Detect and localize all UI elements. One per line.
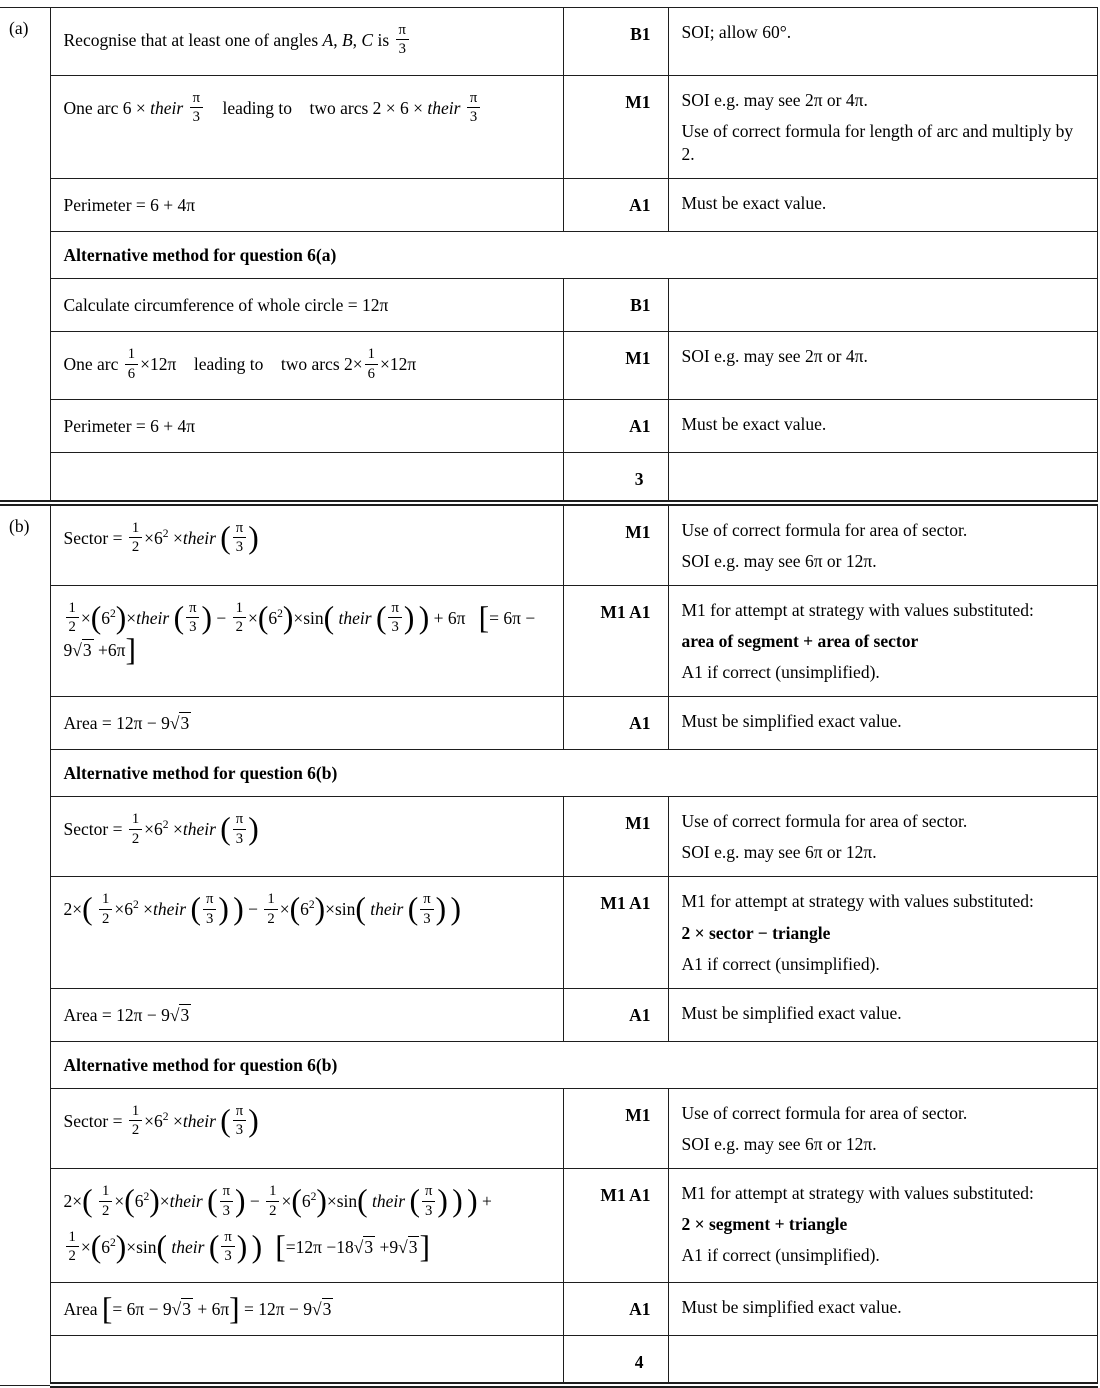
alternative-method-header: Alternative method for question 6(b) — [50, 750, 1097, 797]
table-row — [0, 1088, 1097, 1168]
part-label: (b) — [0, 503, 50, 1386]
marks-cell: B1 — [563, 279, 668, 332]
marks-cell: M1 — [563, 797, 668, 877]
empty-answer-cell — [50, 1335, 563, 1385]
guidance-cell: SOI e.g. may see 2π or 4π. Use of correct formula for length of arc and multiply by 2. — [668, 75, 1097, 178]
answer-cell: Area = 12π − 9√3 — [50, 988, 563, 1041]
marks-cell: M1 — [563, 503, 668, 586]
table-row — [0, 988, 1097, 1041]
fraction: $\frac{\pi}{3}$ — [233, 520, 246, 556]
table-row — [0, 453, 1097, 503]
table-row — [0, 1169, 1097, 1283]
answer-cell: Sector = $\frac{1}{2}$ $\times 6^2$ ×their ( $\frac{\pi}{3}$ ) — [50, 503, 563, 586]
answer-cell: Sector = $\frac{1}{2}$ $\times 6^2$ ×their ( $\frac{\pi}{3}$ ) — [50, 1088, 563, 1168]
answer-cell: 2×( $\frac{1}{2}$ $\times(6^2)\times their$ ( $\frac{\pi}{3}$ ) − $\frac{1}{2}$ $\times(6^2)\times\sin$( their ( $\frac{\pi}{3}$ ) ) ) + $\frac{1}{2}$ $\times(6^2)\times\sin$( their ( $\frac{\pi}{3}$ ) ) [=12π −18√3 +9√3] — [50, 1169, 563, 1283]
answer-cell: Calculate circumference of whole circle = 12π — [50, 279, 563, 332]
mark-scheme-body — [0, 8, 1097, 1386]
fraction: $\frac{\pi}{3}$ — [233, 1103, 246, 1139]
guidance-cell: Must be exact value. — [668, 400, 1097, 453]
answer-cell: Perimeter = 6 + 4π — [50, 179, 563, 232]
radical: √3 — [169, 1004, 190, 1025]
fraction: $\frac{1}{6}$ — [365, 346, 378, 382]
answer-cell: Area [= 6π − 9√3 + 6π] = 12π − 9√3 — [50, 1282, 563, 1335]
fraction: $\frac{1}{2}$ — [129, 811, 142, 847]
radical: √3 — [72, 639, 92, 660]
guidance-cell: Must be simplified exact value. — [668, 697, 1097, 750]
answer-cell: Sector = $\frac{1}{2}$ $\times 6^2$ ×their ( $\frac{\pi}{3}$ ) — [50, 797, 563, 877]
answer-cell: Recognise that at least one of angles A, B, C is $\frac{\pi}{3}$ — [50, 8, 563, 76]
fraction: $\frac{1}{2}$ — [66, 600, 79, 636]
table-row — [0, 750, 1097, 797]
fraction: $\frac{\pi}{3}$ — [422, 1183, 435, 1219]
mark-scheme-table — [0, 7, 1098, 1388]
radical: √3 — [312, 1298, 332, 1319]
section-total-marks: 3 — [563, 453, 668, 503]
marks-cell: A1 — [563, 1282, 668, 1335]
radical: √3 — [398, 1236, 418, 1257]
marks-cell: M1 — [563, 75, 668, 178]
guidance-cell: Must be exact value. — [668, 179, 1097, 232]
guidance-cell: Use of correct formula for area of sector. SOI e.g. may see 6π or 12π. — [668, 797, 1097, 877]
table-row — [0, 232, 1097, 279]
fraction: $\frac{\pi}{3}$ — [233, 811, 246, 847]
fraction: $\frac{\pi}{3}$ — [220, 1183, 233, 1219]
marks-cell: M1 A1 — [563, 1169, 668, 1283]
alternative-method-header: Alternative method for question 6(b) — [50, 1041, 1097, 1088]
empty-guidance-cell — [668, 453, 1097, 503]
table-row — [0, 332, 1097, 400]
fraction: $\frac{1}{6}$ — [125, 346, 138, 382]
table-row — [0, 75, 1097, 178]
table-row — [0, 8, 1097, 76]
marks-cell: M1 — [563, 1088, 668, 1168]
marks-cell: M1 A1 — [563, 585, 668, 696]
marks-cell: B1 — [563, 8, 668, 76]
fraction: $\frac{\pi}{3}$ — [203, 891, 216, 927]
table-row — [0, 1041, 1097, 1088]
fraction: $\frac{\pi}{3}$ — [388, 600, 401, 636]
marks-cell: A1 — [563, 697, 668, 750]
table-row — [0, 503, 1097, 586]
fraction: $\frac{\pi}{3}$ — [186, 600, 199, 636]
guidance-cell: M1 for attempt at strategy with values substituted: 2 × sector − triangle A1 if correct (unsimplified). — [668, 877, 1097, 988]
fraction: $\frac{1}{2}$ — [129, 1103, 142, 1139]
answer-cell: One arc $\frac{1}{6}$ ×12π leading to two arcs 2× $\frac{1}{6}$ ×12π — [50, 332, 563, 400]
empty-answer-cell — [50, 453, 563, 503]
part-label: (a) — [0, 8, 50, 503]
marks-cell: M1 A1 — [563, 877, 668, 988]
answer-cell: Area = 12π − 9√3 — [50, 697, 563, 750]
guidance-cell: Must be simplified exact value. — [668, 988, 1097, 1041]
fraction: $\frac{1}{2}$ — [99, 1183, 112, 1219]
radical: √3 — [353, 1236, 374, 1257]
alternative-method-header: Alternative method for question 6(a) — [50, 232, 1097, 279]
answer-cell: 2×( $\frac{1}{2}$ $\times 6^2$ ×their ( $\frac{\pi}{3}$ ) ) − $\frac{1}{2}$ $\times(6^2)\times\sin$( their ( $\frac{\pi}{3}$ ) ) — [50, 877, 563, 988]
answer-cell: Perimeter = 6 + 4π — [50, 400, 563, 453]
table-row — [0, 400, 1097, 453]
guidance-cell: M1 for attempt at strategy with values substituted: area of segment + area of sector A1 if correct (unsimplified). — [668, 585, 1097, 696]
fraction: $\frac{\pi}{3}$ — [396, 22, 409, 58]
guidance-cell: Use of correct formula for area of sector. SOI e.g. may see 6π or 12π. — [668, 1088, 1097, 1168]
marks-cell: A1 — [563, 179, 668, 232]
empty-guidance-cell — [668, 1335, 1097, 1385]
answer-cell: $\frac{1}{2}$ $\times(6^2)\times their$ ( $\frac{\pi}{3}$ ) − $\frac{1}{2}$ $\times(6^2)\times\sin$( their ( $\frac{\pi}{3}$ ) ) + 6π [= 6π − 9√3 +6π] — [50, 585, 563, 696]
guidance-cell: SOI e.g. may see 2π or 4π. — [668, 332, 1097, 400]
fraction: $\frac{1}{2}$ — [266, 1183, 279, 1219]
marks-cell: M1 — [563, 332, 668, 400]
fraction: $\frac{1}{2}$ — [129, 520, 142, 556]
table-row — [0, 697, 1097, 750]
guidance-cell — [668, 279, 1097, 332]
fraction: $\frac{\pi}{3}$ — [221, 1229, 234, 1265]
table-row — [0, 1282, 1097, 1335]
fraction: $\frac{1}{2}$ — [233, 600, 246, 636]
radical: √3 — [171, 1298, 191, 1319]
table-row — [0, 279, 1097, 332]
guidance-cell: SOI; allow 60°. — [668, 8, 1097, 76]
guidance-cell: Must be simplified exact value. — [668, 1282, 1097, 1335]
answer-cell: One arc 6 × their $\frac{\pi}{3}$ leading to two arcs 2 × 6 × their $\frac{\pi}{3}$ — [50, 75, 563, 178]
fraction: $\frac{1}{2}$ — [99, 891, 112, 927]
table-row — [0, 1335, 1097, 1385]
table-row — [0, 797, 1097, 877]
fraction: $\frac{\pi}{3}$ — [190, 90, 203, 126]
section-total-marks: 4 — [563, 1335, 668, 1385]
table-row — [0, 179, 1097, 232]
marks-cell: A1 — [563, 988, 668, 1041]
fraction: $\frac{\pi}{3}$ — [420, 891, 433, 927]
fraction: $\frac{1}{2}$ — [264, 891, 277, 927]
radical: √3 — [169, 713, 190, 734]
guidance-cell: M1 for attempt at strategy with values substituted: 2 × segment + triangle A1 if correct (unsimplified). — [668, 1169, 1097, 1283]
fraction: $\frac{1}{2}$ — [66, 1229, 79, 1265]
fraction: $\frac{\pi}{3}$ — [467, 90, 480, 126]
marks-cell: A1 — [563, 400, 668, 453]
table-row — [0, 877, 1097, 988]
guidance-cell: Use of correct formula for area of sector. SOI e.g. may see 6π or 12π. — [668, 503, 1097, 586]
table-row — [0, 585, 1097, 696]
